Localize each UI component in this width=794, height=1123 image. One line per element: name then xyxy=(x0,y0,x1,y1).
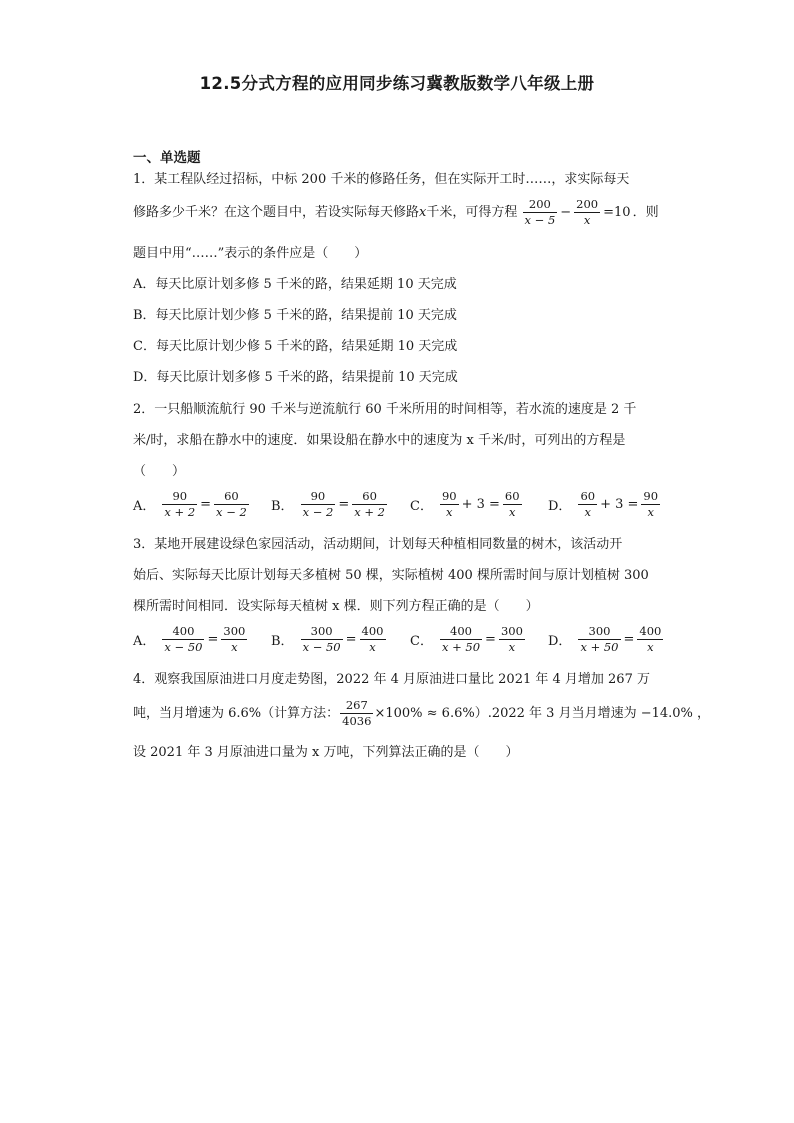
q3-option-c-left-fraction xyxy=(440,625,482,654)
q2-option-d-right-fraction xyxy=(641,490,660,519)
q4-fraction xyxy=(340,699,373,728)
q1-fraction-2-denominator: x xyxy=(583,213,591,227)
q3-option-b-label: B． xyxy=(271,634,294,649)
q3-option-a-left-fraction xyxy=(162,625,204,654)
q2-option-a xyxy=(133,490,250,519)
q3-option-d xyxy=(548,625,664,654)
numerator: 60 xyxy=(352,490,387,505)
denominator: x + 50 xyxy=(441,640,481,654)
section-heading: 一、单选题 xyxy=(133,150,201,166)
denominator: x xyxy=(584,505,591,519)
q2-option-d-operator: + 3 = xyxy=(600,497,639,512)
q4-fraction-denominator: 4036 xyxy=(342,714,372,728)
numerator: 300 xyxy=(500,624,523,638)
numerator: 90 xyxy=(441,489,457,503)
q3-line-1: 3．某地开展建设绿色家园活动，活动期间，计划每天种植相同数量的树木，该活动开 xyxy=(133,537,623,552)
q4-line-1: 4．观察我国原油进口月度走势图，2022 年 4 月原油进口量比 2021 年 4 月增加 267 万 xyxy=(133,672,650,687)
denominator: x − 50 xyxy=(164,640,203,654)
numerator: 400 xyxy=(361,624,384,638)
numerator: 300 xyxy=(301,625,343,640)
q2-option-d xyxy=(548,490,661,519)
denominator: x xyxy=(369,640,376,654)
q1-variable: x xyxy=(419,205,427,220)
q3-option-b xyxy=(271,625,387,654)
q2-line-1: 2．一只船顺流航行 90 千米与逆流航行 60 千米所用的时间相等，若水流的速度是 2 千 xyxy=(133,402,637,417)
q2-option-a-operator: = xyxy=(200,497,212,512)
numerator: 300 xyxy=(578,625,620,640)
q3-line-2: 始后、实际每天比原计划每天多植树 50 棵，实际植树 400 棵所需时间与原计划植树 300 xyxy=(133,568,649,583)
q1-fraction-1 xyxy=(523,198,558,227)
q1-option-d: D．每天比原计划多修 5 千米的路，结果提前 10 天完成 xyxy=(133,370,458,385)
q3-option-c-right-fraction xyxy=(499,625,525,654)
denominator: x xyxy=(647,505,654,519)
denominator: x − 2 xyxy=(216,505,247,519)
q1-line-3: 题目中用“……”表示的条件应是（ ） xyxy=(133,246,368,261)
q1-option-a: A．每天比原计划多修 5 千米的路，结果延期 10 天完成 xyxy=(133,277,457,292)
q3-option-a-right-fraction xyxy=(221,625,247,654)
q2-line-3: （ ） xyxy=(133,464,186,479)
q4-line-3: 设 2021 年 3 月原油进口量为 x 万吨，下列算法正确的是（ ） xyxy=(133,745,519,760)
q4-line-2-text-b: ×100% ≈ 6.6%）.2022 年 3 月当月增速为 −14.0% ， xyxy=(374,706,711,721)
denominator: x xyxy=(508,505,516,519)
numerator: 400 xyxy=(440,625,482,640)
q1-line-1: 1．某工程队经过招标，中标 200 千米的修路任务，但在实际开工时……，求实际每天 xyxy=(133,172,630,187)
q3-option-c-label: C． xyxy=(410,634,433,649)
q3-option-b-operator: = xyxy=(345,632,357,647)
q4-line-2 xyxy=(133,699,710,728)
q2-option-b-operator: = xyxy=(338,497,350,512)
numerator: 60 xyxy=(214,490,249,505)
q2-option-c xyxy=(410,490,523,519)
q1-fraction-2 xyxy=(574,198,600,227)
q2-option-c-right-fraction xyxy=(503,490,522,519)
q3-option-b-right-fraction xyxy=(360,625,386,654)
q2-option-a-label: A． xyxy=(133,499,156,514)
q1-line-2-end: ．则 xyxy=(632,205,659,220)
q3-option-d-operator: = xyxy=(623,632,635,647)
q1-minus: − xyxy=(560,204,572,220)
q2-option-c-label: C． xyxy=(410,499,433,514)
q3-option-b-left-fraction xyxy=(301,625,343,654)
q2-option-b-left-fraction xyxy=(301,490,336,519)
q1-option-c: C．每天比原计划少修 5 千米的路，结果延期 10 天完成 xyxy=(133,339,458,354)
denominator: x − 50 xyxy=(302,640,341,654)
q2-option-c-left-fraction xyxy=(440,490,459,519)
q2-option-b-right-fraction xyxy=(352,490,387,519)
denominator: x xyxy=(231,640,238,654)
numerator: 400 xyxy=(162,625,204,640)
q2-option-c-operator: + 3 = xyxy=(461,497,500,512)
denominator: x − 2 xyxy=(302,505,334,519)
q2-option-a-right-fraction xyxy=(214,490,249,519)
denominator: x + 2 xyxy=(164,505,196,519)
q2-option-b xyxy=(271,490,388,519)
q3-option-c xyxy=(410,625,526,654)
q3-option-c-operator: = xyxy=(485,632,496,647)
q2-option-b-label: B． xyxy=(271,499,294,514)
q2-option-a-left-fraction xyxy=(162,490,197,519)
q3-option-a-label: A． xyxy=(133,634,156,649)
q1-line-2-text-b: 千米，可得方程 xyxy=(426,205,518,220)
page-title: 12.5分式方程的应用同步练习冀教版数学八年级上册 xyxy=(199,74,595,93)
denominator: x + 50 xyxy=(580,640,619,654)
q3-option-d-right-fraction xyxy=(637,625,663,654)
numerator: 300 xyxy=(223,624,246,638)
numerator: 90 xyxy=(301,490,336,505)
numerator: 90 xyxy=(643,489,659,503)
q1-fraction-1-denominator: x − 5 xyxy=(524,213,556,227)
numerator: 60 xyxy=(580,489,596,503)
denominator: x + 2 xyxy=(354,505,385,519)
q2-option-d-left-fraction xyxy=(578,490,597,519)
q1-fraction-2-numerator: 200 xyxy=(576,197,599,211)
q3-option-a xyxy=(133,625,248,654)
denominator: x xyxy=(508,640,516,654)
numerator: 60 xyxy=(504,489,520,503)
q3-option-d-left-fraction xyxy=(578,625,620,654)
q1-equation-rhs: =10 xyxy=(603,204,631,220)
q3-option-a-operator: = xyxy=(207,632,219,647)
q2-option-d-label: D． xyxy=(548,499,572,514)
denominator: x xyxy=(647,640,654,654)
q3-line-3: 棵所需时间相同．设实际每天植树 x 棵．则下列方程正确的是（ ） xyxy=(133,599,539,614)
denominator: x xyxy=(446,505,453,519)
q1-line-2 xyxy=(133,198,659,227)
numerator: 90 xyxy=(162,490,197,505)
q1-fraction-1-numerator: 200 xyxy=(523,198,558,213)
q3-option-d-label: D． xyxy=(548,634,572,649)
numerator: 400 xyxy=(639,624,662,638)
q4-fraction-numerator: 267 xyxy=(340,699,373,714)
q4-line-2-text-a: 吨，当月增速为 6.6%（计算方法： xyxy=(133,706,340,721)
q2-line-2: 米/时，求船在静水中的速度．如果设船在静水中的速度为 x 千米/时，可列出的方程是 xyxy=(133,433,626,448)
q1-option-b: B．每天比原计划少修 5 千米的路，结果提前 10 天完成 xyxy=(133,308,457,323)
q1-line-2-text-a: 修路多少千米？在这个题目中，若设实际每天修路 xyxy=(133,205,420,220)
